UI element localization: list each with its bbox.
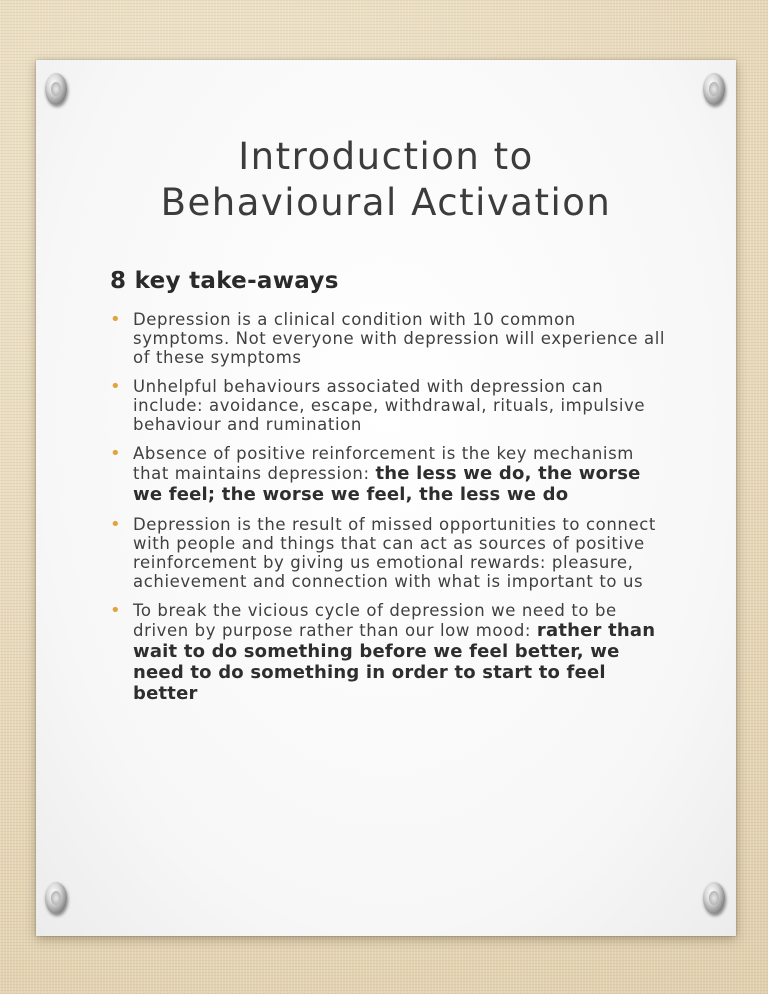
takeaway-list xyxy=(110,310,670,714)
list-item xyxy=(110,601,670,704)
list-item xyxy=(110,515,670,591)
item-text: Depression is a clinical condition with 10 common symptoms. Not everyone with depression will experience all of these symptoms xyxy=(133,310,666,367)
list-item xyxy=(110,310,670,367)
pushpin-icon xyxy=(703,882,725,914)
item-emphasis: rather than wait to do something before we feel better, we need to do something in order to start to feel better xyxy=(133,620,656,704)
item-text: Unhelpful behaviours associated with depression can include: avoidance, escape, withdrawal, rituals, impulsive behaviour and rumination xyxy=(133,377,646,434)
page-title xyxy=(36,134,736,226)
title-line-2: Behavioural Activation xyxy=(160,181,612,224)
title-line-1: Introduction to xyxy=(238,135,534,178)
pushpin-icon xyxy=(703,73,725,105)
item-text: Depression is the result of missed opportunities to connect with people and things that can act as sources of positive reinforcement by giving us emotional rewards: pleasure, achievement and connection with what is important to us xyxy=(133,515,656,591)
pushpin-icon xyxy=(45,73,67,105)
list-item xyxy=(110,444,670,505)
pushpin-icon xyxy=(45,882,67,914)
item-text: Absence of positive reinforcement is the key mechanism that maintains depression: xyxy=(133,444,634,483)
section-heading: 8 key take-aways xyxy=(110,268,339,294)
item-text: To break the vicious cycle of depression we need to be driven by purpose rather than our low mood: xyxy=(133,601,617,640)
list-item xyxy=(110,377,670,434)
item-emphasis: the less we do, the worse we feel; the worse we feel, the less we do xyxy=(133,463,641,505)
